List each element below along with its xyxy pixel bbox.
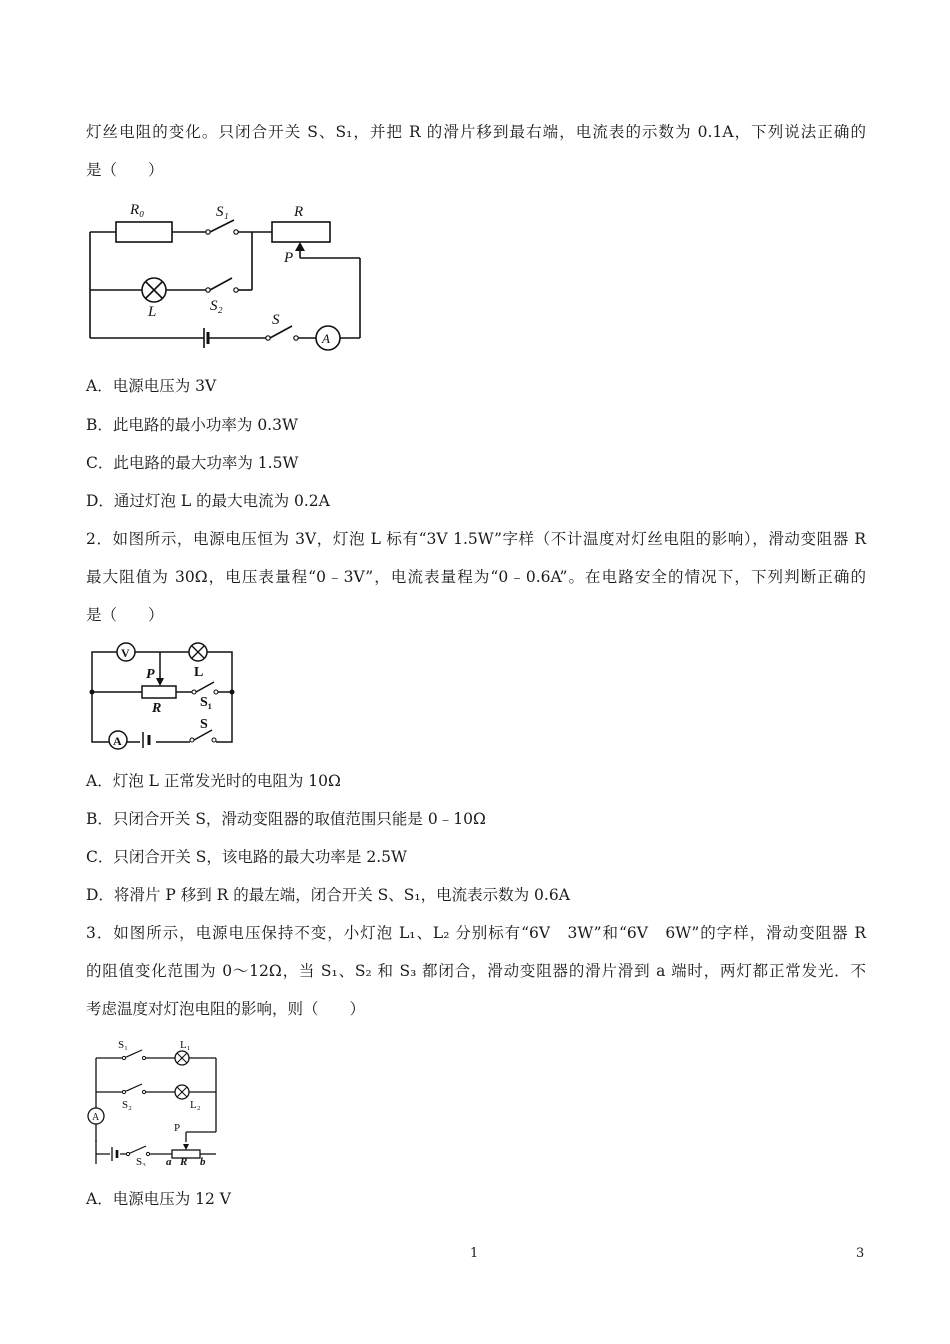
q2-text-line-2: 最大阻值为 30Ω，电压表量程“0﹣3V”，电流表量程为“0﹣0.6A”。在电路安全的情况下，下列判断正确的 — [86, 568, 866, 586]
q3-label-l1: L₁ — [180, 1039, 191, 1051]
q1-label-l: L — [148, 304, 157, 320]
q2-label-s: S — [200, 717, 208, 732]
q3-label-r: R — [180, 1156, 188, 1166]
q2-label-a: A — [113, 734, 122, 748]
q2-rheostat-r — [142, 686, 176, 698]
q2-text-line-3: 是（ ） — [86, 606, 164, 624]
r0-resistor — [116, 222, 172, 242]
q3-label-a-end: a — [166, 1156, 172, 1166]
s1-switch — [210, 220, 234, 232]
q2-option-b: B．只闭合开关 S，滑动变阻器的取值范围只能是 0﹣10Ω — [86, 810, 486, 828]
q2-circuit-diagram — [86, 636, 246, 754]
q3-label-p: P — [174, 1122, 181, 1134]
q3-option-a: A．电源电压为 12 V — [86, 1190, 231, 1208]
s2-switch — [210, 278, 232, 290]
q3-label-a-meter: A — [92, 1112, 100, 1123]
q2-s1-switch — [196, 682, 214, 692]
q1-option-b: B．此电路的最小功率为 0.3W — [86, 416, 298, 434]
q1-text-line-1: 灯丝电阻的变化。只闭合开关 S、S₁，并把 R 的滑片移到最右端，电流表的示数为 0.1A，下列说法正确的 — [86, 123, 866, 141]
slider-arrow-icon — [295, 242, 305, 251]
q3-label-b-end: b — [200, 1156, 206, 1166]
q2-label-r: R — [152, 701, 162, 716]
q1-option-d: D．通过灯泡 L 的最大电流为 0.2A — [86, 492, 330, 510]
q2-text-line-1: 2．如图所示，电源电压恒为 3V，灯泡 L 标有“3V 1.5W”字样（不计温度对灯丝电阻的影响），滑动变阻器 R — [86, 530, 866, 548]
q2-option-d: D．将滑片 P 移到 R 的最左端，闭合开关 S、S₁，电流表示数为 0.6A — [86, 886, 570, 904]
q3-label-s2: S₂ — [122, 1099, 132, 1111]
q1-option-a: A．电源电压为 3V — [86, 377, 217, 395]
q3-text-line-1: 3．如图所示，电源电压保持不变，小灯泡 L₁、L₂ 分别标有“6V 3W”和“6V 6W”的字样，滑动变阻器 R — [86, 924, 866, 942]
q2-label-l: L — [194, 665, 204, 680]
q1-label-s2: S₂ — [210, 298, 223, 314]
q1-circuit-diagram — [86, 196, 371, 361]
q3-label-s1: S₁ — [118, 1039, 128, 1051]
page-number: 1 — [470, 1246, 479, 1261]
q1-text-line-2: 是（ ） — [86, 161, 164, 179]
q3-text-line-2: 的阻值变化范围为 0～12Ω，当 S₁、S₂ 和 S₃ 都闭合，滑动变阻器的滑片滑到 a 端时，两灯都正常发光．不 — [86, 962, 866, 980]
q2-option-a: A．灯泡 L 正常发光时的电阻为 10Ω — [86, 772, 341, 790]
q1-label-r0: R₀ — [130, 202, 145, 218]
q3-label-s3: S₃ — [136, 1156, 146, 1166]
q1-label-s: S — [272, 312, 280, 328]
q1-option-c: C．此电路的最大功率为 1.5W — [86, 454, 299, 472]
q1-label-a: A — [322, 331, 330, 346]
q1-label-s1: S₁ — [216, 204, 229, 220]
total-pages: 3 — [856, 1246, 865, 1261]
rheostat-r — [272, 222, 330, 242]
q3-label-l2: L₂ — [190, 1099, 201, 1111]
q3-text-line-3: 考虑温度对灯泡电阻的影响，则（ ） — [86, 1000, 366, 1018]
q1-label-r: R — [294, 204, 304, 220]
q1-label-p: P — [284, 250, 294, 266]
q2-label-p: P — [146, 667, 155, 682]
q2-label-s1: S₁ — [200, 695, 212, 710]
q2-option-c: C．只闭合开关 S，该电路的最大功率是 2.5W — [86, 848, 407, 866]
q2-label-v: V — [121, 646, 130, 660]
q3-circuit-diagram — [86, 1036, 226, 1166]
